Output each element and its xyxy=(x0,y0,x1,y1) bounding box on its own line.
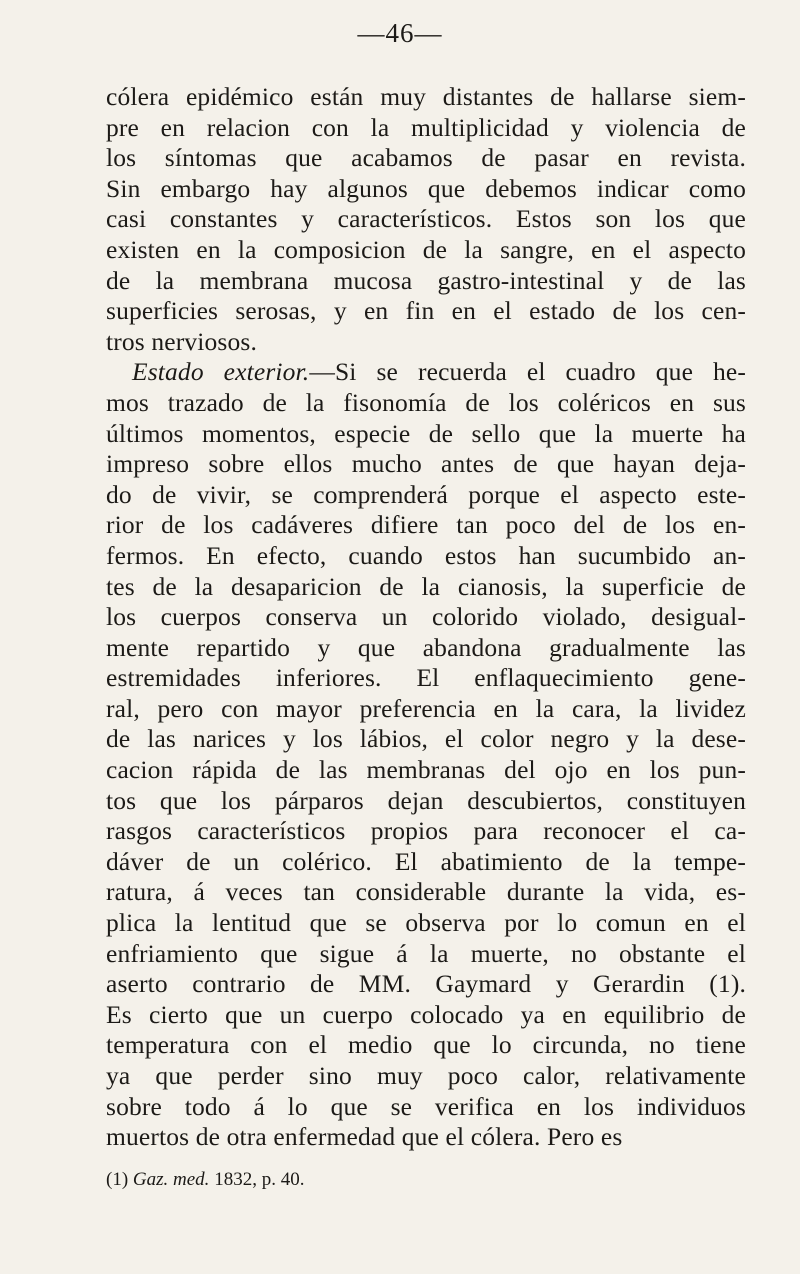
footnote xyxy=(106,1168,304,1192)
text-line: dáver de un colérico. El abatimiento de la tempe- xyxy=(106,846,746,876)
text-line: do de vivir, se comprenderá porque el aspecto este- xyxy=(106,479,746,509)
text-line: rior de los cadáveres difiere tan poco del de los en- xyxy=(106,510,746,540)
text-line: pre en relacion con la multiplicidad y violencia de xyxy=(106,112,746,142)
text-line: muertos de otra enfermedad que el cólera. Pero es xyxy=(106,1122,623,1152)
body-text xyxy=(106,82,746,1153)
footnote-journal: Gaz. med. xyxy=(132,1169,210,1190)
text-line: Sin embargo hay algunos que debemos indicar como xyxy=(106,173,746,203)
text-line: ratura, á veces tan considerable durante la vida, es- xyxy=(106,877,746,907)
text-line: cacion rápida de las membranas del ojo en los pun- xyxy=(106,755,746,785)
section-heading: Estado exterior. xyxy=(132,357,310,387)
text-line: de la membrana mucosa gastro-intestinal y de las xyxy=(106,265,746,295)
text-line: ral, pero con mayor preferencia en la cara, la lividez xyxy=(106,693,746,723)
text-line: plica la lentitud que se observa por lo comun en el xyxy=(106,908,746,938)
text-line: superficies serosas, y en fin en el estado de los cen- xyxy=(106,296,746,326)
text-line: estremidades inferiores. El enflaquecimiento gene- xyxy=(106,663,746,693)
text-line: fermos. En efecto, cuando estos han sucumbido an- xyxy=(106,540,746,570)
text-line: los síntomas que acabamos de pasar en revista. xyxy=(106,143,746,173)
text-line: tros nerviosos. xyxy=(106,326,257,356)
text-line: últimos momentos, especie de sello que la muerte ha xyxy=(106,418,746,448)
text-line: aserto contrario de MM. Gaymard y Gerardin (1). xyxy=(106,969,746,999)
footnote-marker: (1) xyxy=(106,1169,129,1190)
text-line xyxy=(106,357,746,388)
footnote-reference: 1832, p. 40. xyxy=(214,1169,305,1190)
page-number: —46— xyxy=(357,18,443,48)
text-line: Es cierto que un cuerpo colocado ya en equilibrio de xyxy=(106,999,746,1029)
text-line: ya que perder sino muy poco calor, relativamente xyxy=(106,1061,746,1090)
text-line: impreso sobre ellos mucho antes de que hayan deja- xyxy=(106,449,746,479)
text-line: existen en la composicion de la sangre, en el aspecto xyxy=(106,234,746,264)
text-line: casi constantes y característicos. Estos son los que xyxy=(106,204,746,234)
heading-line-rest: —Si se recuerda el cuadro que he- xyxy=(309,357,746,387)
text-line: tos que los párparos dejan descubiertos, constituyen xyxy=(106,785,746,815)
text-line: enfriamiento que sigue á la muerte, no obstante el xyxy=(106,938,746,968)
text-line: los cuerpos conserva un colorido violado, desigual- xyxy=(106,602,746,632)
text-line: temperatura con el medio que lo circunda, no tiene xyxy=(106,1030,746,1060)
text-line: mos trazado de la fisonomía de los coléricos en sus xyxy=(106,387,746,417)
text-line: sobre todo á lo que se verifica en los individuos xyxy=(106,1091,746,1121)
text-line: de las narices y los lábios, el color negro y la dese- xyxy=(106,724,746,754)
text-line: rasgos característicos propios para reconocer el ca- xyxy=(106,816,746,846)
paragraph-1 xyxy=(106,82,746,357)
text-line: mente repartido y que abandona gradualmente las xyxy=(106,632,746,662)
paragraph-2 xyxy=(106,357,746,1152)
text-line: tes de la desaparicion de la cianosis, la superficie de xyxy=(106,571,746,601)
text-line: cólera epidémico están muy distantes de hallarse siem- xyxy=(106,82,746,111)
